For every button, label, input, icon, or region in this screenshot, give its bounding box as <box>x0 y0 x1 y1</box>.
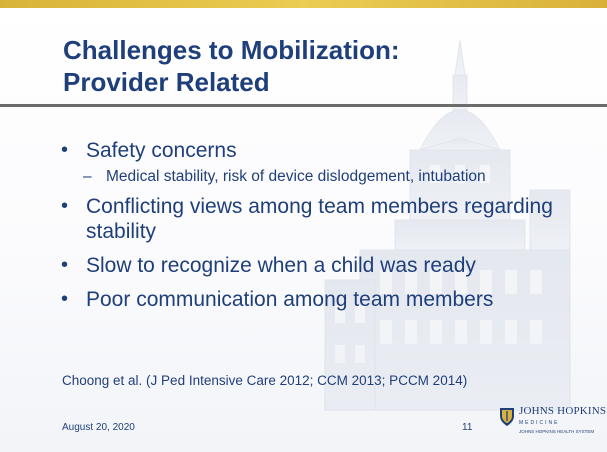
slide-title-line: Challenges to Mobilization: <box>63 35 400 65</box>
bullet-text: Slow to recognize when a child was ready <box>86 254 476 277</box>
page-number: 11 <box>462 422 473 433</box>
top-gold-bar <box>0 0 607 8</box>
bullet-text: Conflicting views among team members regarding stability <box>86 195 553 243</box>
logo-name: JOHNS HOPKINS <box>519 405 607 417</box>
title-divider <box>0 104 607 107</box>
bullet-text: Poor communication among team members <box>86 288 494 311</box>
slide-title-line: Provider Related <box>63 67 270 97</box>
bullet-list <box>58 138 563 312</box>
johns-hopkins-shield-icon <box>499 407 515 427</box>
logo-system: JOHNS HOPKINS HEALTH SYSTEM <box>519 429 595 434</box>
johns-hopkins-logo <box>499 405 607 441</box>
logo-subtitle: MEDICINE <box>519 420 560 426</box>
slide-title <box>63 34 493 98</box>
bullet-item <box>58 253 563 278</box>
sub-bullet-item <box>83 166 563 188</box>
bullet-item <box>58 194 563 244</box>
footer-date: August 20, 2020 <box>62 422 135 433</box>
bullet-text: Safety concerns <box>86 139 237 162</box>
bullet-item <box>58 287 563 312</box>
sub-bullet-text: Medical stability, risk of device dislodgement, intubation <box>106 168 486 185</box>
citation-text: Choong et al. (J Ped Intensive Care 2012; CCM 2013; PCCM 2014) <box>62 373 468 388</box>
bullet-item <box>58 138 563 163</box>
